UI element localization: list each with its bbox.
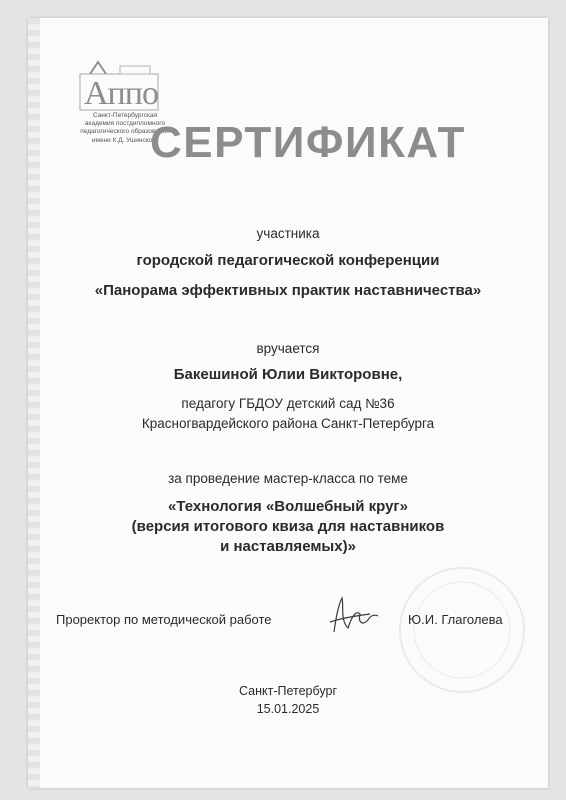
logo-caption-line: имени К.Д. Ушинского (91, 136, 159, 144)
participant-label: участника (256, 226, 320, 241)
stamp-mark (392, 560, 532, 704)
topic-line-2: (версия итогового квиза для наставников (131, 518, 445, 535)
logo-caption-line: педагогического образования (80, 128, 170, 136)
recipient-district: Красногвардейского района Санкт-Петербурга (141, 416, 435, 431)
svg-text:Аппо: Аппо (84, 75, 158, 112)
recipient-name: Бакешиной Юлии Викторовне, (173, 366, 403, 383)
logo-caption-line: академия постдипломного (84, 120, 166, 128)
signatory-name: Ю.И. Глаголева (408, 612, 503, 627)
logo-caption-line: Санкт-Петербургская (92, 112, 158, 119)
logo-building-icon (50, 52, 200, 112)
topic-line-3: и наставляемых)» (220, 538, 356, 555)
academy-logo (50, 52, 200, 144)
signature-mark (326, 592, 382, 644)
conference-line-2: «Панорама эффективных практик наставничества» (94, 282, 482, 299)
city: Санкт-Петербург (238, 684, 338, 698)
signatory-title: Проректор по методической работе (56, 612, 272, 627)
recipient-position: педагогу ГБДОУ детский сад №36 (181, 396, 395, 411)
topic-line-1: «Технология «Волшебный круг» (167, 498, 409, 515)
date: 15.01.2025 (256, 702, 320, 716)
conference-line-1: городской педагогической конференции (136, 252, 440, 269)
certificate-title: СЕРТИФИКАТ (150, 118, 466, 167)
reason-label: за проведение мастер-класса по теме (168, 471, 408, 486)
awarded-label: вручается (256, 341, 320, 356)
